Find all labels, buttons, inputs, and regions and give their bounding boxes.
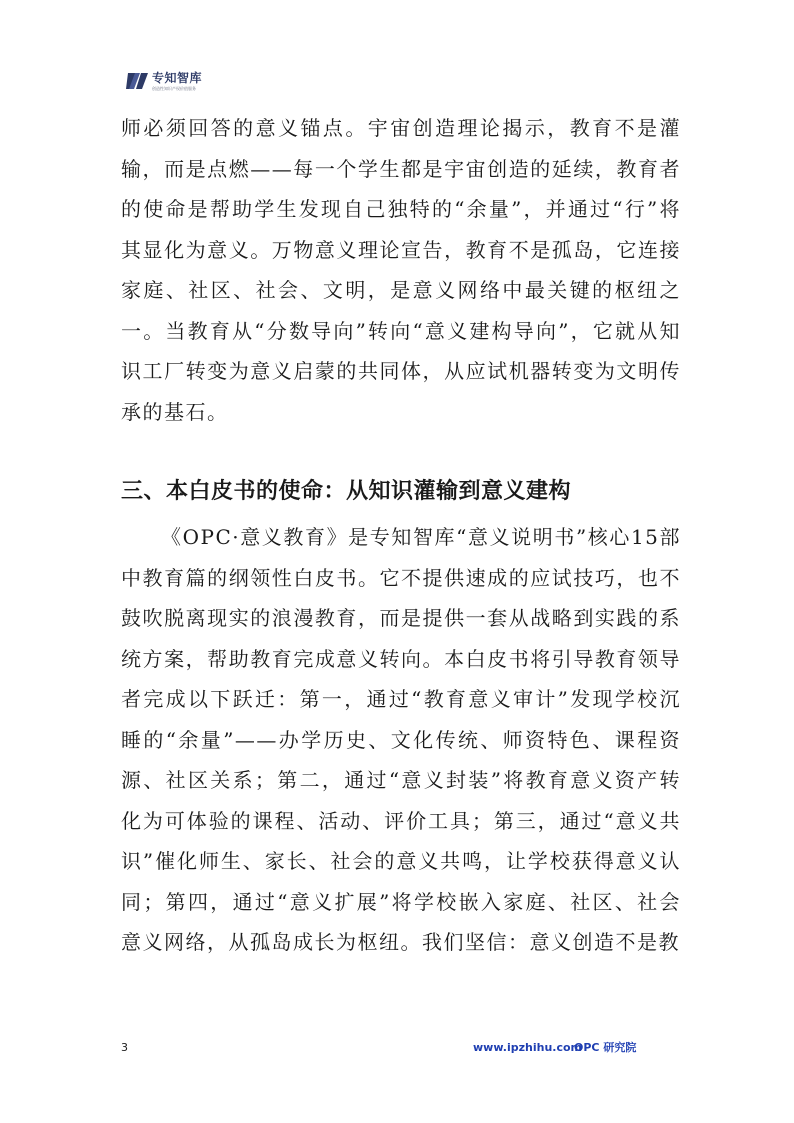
header-logo	[126, 66, 202, 96]
body-paragraph-section: 《OPC·意义教育》是专知智库“意义说明书”核心15部中教育篇的纲领性白皮书。它不提供速成的应试技巧，也不鼓吹脱离现实的浪漫教育，而是提供一套从战略到实践的系统方案，帮助教育完成意义转向。本白皮书将引导教育领导者完成以下跃迁：第一，通过“教育意义审计”发现学校沉睡的“余量”——办学历史、文化传统、师资特色、课程资源、社区关系；第二，通过“意义封装”将教育意义资产转化为可体验的课程、活动、评价工具；第三，通过“意义共识”催化师生、家长、社会的意义共鸣，让学校获得意义认同；第四，通过“意义扩展”将学校嵌入家庭、社区、社会意义网络，从孤岛成长为枢纽。我们坚信：意义创造不是教	[121, 525, 681, 954]
zhizhi-logo-icon	[126, 70, 148, 92]
footer-url-link[interactable]: www.ipzhihu.com	[473, 1041, 582, 1054]
logo-tagline: 创造性知识产权价值服务	[152, 85, 196, 91]
footer-institute: OPC 研究院	[574, 1041, 637, 1054]
logo-name: 专知智库	[152, 70, 203, 85]
logo-text	[152, 72, 202, 91]
section-heading: 三、本白皮书的使命：从知识灌输到意义建构	[121, 479, 572, 504]
page-number: 3	[121, 1041, 128, 1054]
body-paragraph-continued: 师必须回答的意义锚点。宇宙创造理论揭示，教育不是灌输，而是点燃——每一个学生都是宇宙创造的延续，教育者的使命是帮助学生发现自己独特的“余量”，并通过“行”将其显化为意义。万物意义理论宣告，教育不是孤岛，它连接家庭、社区、社会、文明，是意义网络中最关键的枢纽之一。当教育从“分数导向”转向“意义建构导向”，它就从知识工厂转变为意义启蒙的共同体，从应试机器转变为文明传承的基石。	[121, 116, 681, 424]
